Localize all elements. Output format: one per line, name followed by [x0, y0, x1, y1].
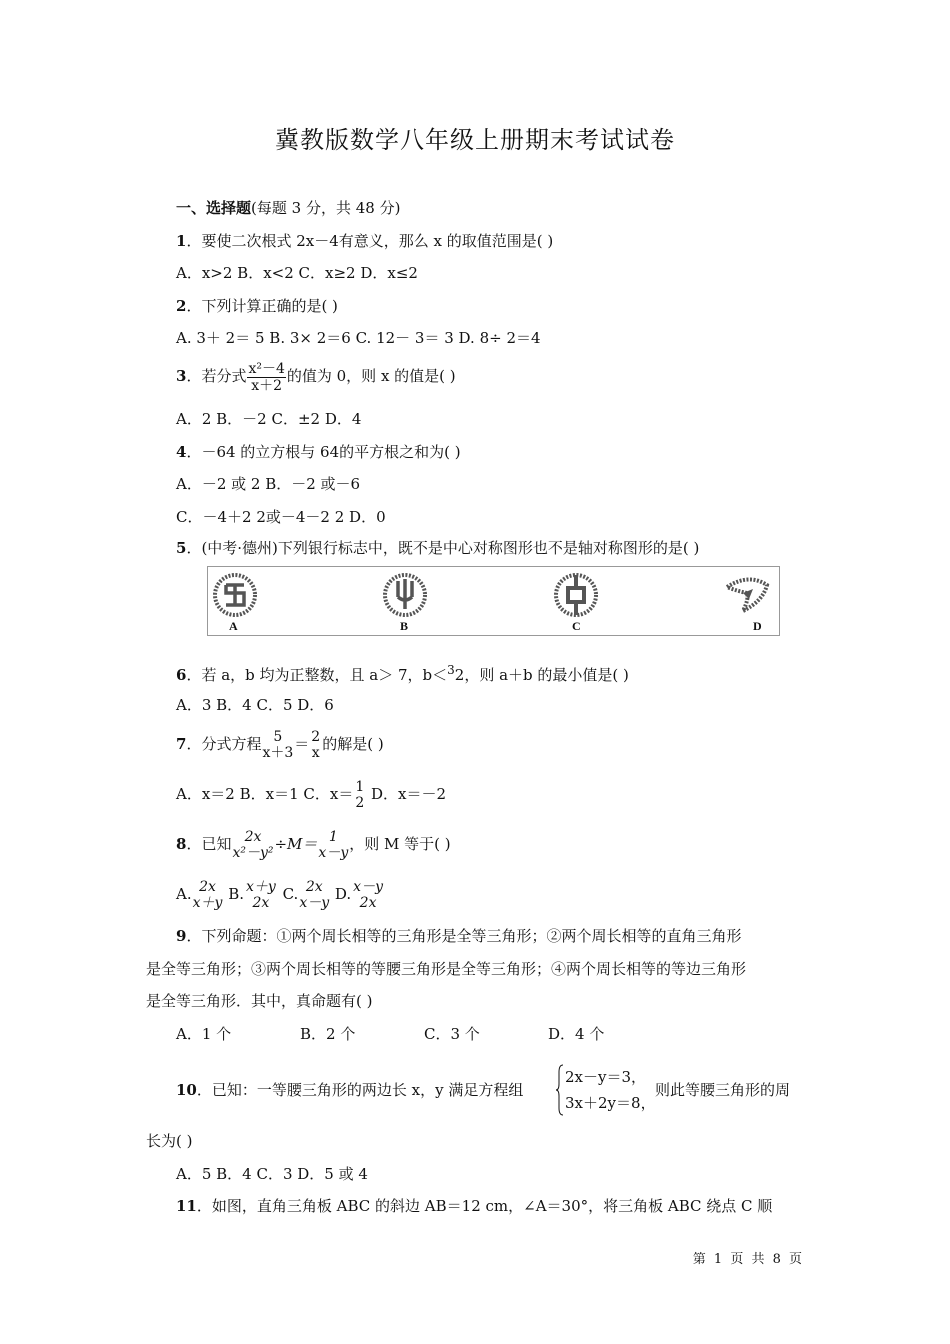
logo-label-b: B [400, 619, 409, 633]
question-2-options: A. 3＋ 2＝ 5 B. 3× 2＝6 C. 12－ 3＝ 3 D. 8÷ 2＝4 [176, 329, 541, 347]
fraction: 1 x－y [318, 829, 349, 861]
question-9-line-2: 是全等三角形；③两个周长相等的等腰三角形是全等三角形；④两个周长相等的等边三角形 [146, 960, 747, 978]
question-8: 8．已知 2x x²－y² ÷M＝ 1 x－y ，则 M 等于( ) [176, 829, 451, 861]
question-10: 10．已知：一等腰三角形的两边长 x，y 满足方程组 [176, 1081, 524, 1099]
bank-logo-a-icon [210, 571, 260, 619]
fraction: 2x x²－y² [232, 829, 274, 861]
bank-logo-d-icon [723, 571, 773, 619]
logo-label-a: A [229, 619, 238, 633]
question-10-options: A．5 B．4 C．3 D．5 或 4 [176, 1165, 368, 1183]
question-1: 1．要使二次根式 2x－4有意义，那么 x 的取值范围是( ) [176, 232, 554, 250]
fraction: 2x x＋y [192, 879, 223, 911]
question-4: 4．－64 的立方根与 64的平方根之和为( ) [176, 443, 461, 461]
question-5: 5．(中考·德州)下列银行标志中，既不是中心对称图形也不是轴对称图形的是( ) [176, 539, 700, 557]
question-7-options: A．x＝2 B．x＝1 C．x＝ 1 2 D．x＝－2 [176, 779, 447, 811]
section-heading: 一、选择题(每题 3 分，共 48 分) [176, 199, 401, 217]
logo-label-c: C [572, 619, 581, 633]
question-3: 3．若分式 $\frac{\text{x²－4}}{x+2}$ 的值为 0，则 x 的值是( ) [176, 360, 456, 394]
question-6: 6．若 a，b 均为正整数，且 a＞ 7，b＜$^3$2，则 a＋b 的最小值是( ) [176, 663, 629, 684]
question-2: 2．下列计算正确的是( ) [176, 297, 338, 315]
question-9-options: A．1 个 B．2 个 C．3 个 D．4 个 [176, 1025, 605, 1043]
fraction: 5 x＋3 [262, 729, 294, 761]
question-6-options: A．3 B．4 C．5 D．6 [176, 696, 334, 714]
page-footer: 第 1 页 共 8 页 [692, 1252, 804, 1267]
logo-label-d: D [753, 619, 762, 633]
question-8-options: A. 2x x＋y B. x＋y 2x C. 2x x－y D. x－y 2x [176, 879, 383, 911]
equation-system: 2x－y＝3， 3x＋2y＝8， [565, 1068, 656, 1112]
question-10-cont: 则此等腰三角形的周 [655, 1081, 791, 1099]
bank-logo-c-icon [551, 571, 601, 619]
fraction: $\frac{\text{x²－4}}{x+2}$ [248, 360, 285, 394]
bank-logo-b-icon [380, 571, 430, 619]
brace-icon [556, 1064, 564, 1116]
page-title: 冀教版数学八年级上册期末考试试卷 [275, 126, 675, 154]
question-1-options: A．x>2 B．x<2 C．x≥2 D．x≤2 [176, 264, 418, 282]
question-7: 7．分式方程 5 x＋3 ＝ 2 x 的解是( ) [176, 729, 384, 761]
question-9-line-3: 是全等三角形．其中，真命题有( ) [146, 992, 373, 1010]
fraction: 2 x [311, 729, 321, 761]
question-3-options: A．2 B．－2 C．±2 D．4 [176, 410, 362, 428]
question-4-options-2: C．－4＋2 2或－4－2 2 D．0 [176, 508, 386, 526]
fraction: 2x x－y [299, 879, 330, 911]
question-10-line-2: 长为( ) [146, 1132, 193, 1150]
question-4-options-1: A．－2 或 2 B．－2 或－6 [176, 475, 361, 493]
fraction: x－y 2x [353, 879, 383, 911]
question-11: 11．如图，直角三角板 ABC 的斜边 AB＝12 cm，∠A＝30°，将三角板 ABC 绕点 C 顺 [176, 1197, 773, 1215]
fraction: 1 2 [355, 779, 365, 811]
question-9-line-1: 9．下列命题：①两个周长相等的三角形是全等三角形；②两个周长相等的直角三角形 [176, 927, 742, 945]
bank-logos-figure [207, 566, 780, 636]
fraction: x＋y 2x [246, 879, 276, 911]
